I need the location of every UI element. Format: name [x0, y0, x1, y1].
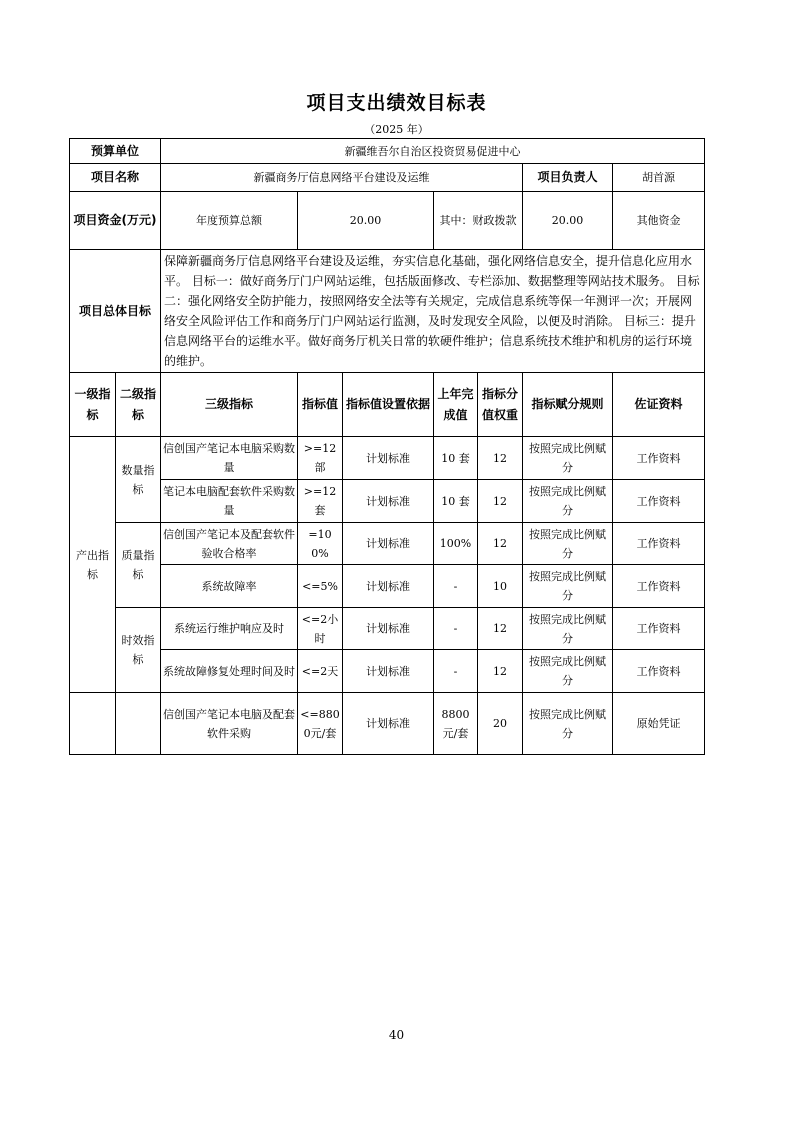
indicator-weight: 12 — [478, 608, 523, 650]
indicator-rule: 按照完成比例赋分 — [523, 693, 613, 755]
year-label: （2025 年） — [364, 123, 429, 136]
indicator-basis: 计划标准 — [343, 608, 434, 650]
col-level1-header: 一级指标 — [70, 373, 116, 437]
objective-label: 项目总体目标 — [70, 250, 161, 373]
indicator-last-year: 8800元/套 — [434, 693, 478, 755]
budget-unit-value: 新疆维吾尔自治区投资贸易促进中心 — [161, 139, 705, 164]
indicator-last-year: 100% — [434, 523, 478, 565]
fiscal-value: 20.00 — [523, 192, 613, 250]
level2-timeliness: 时效指标 — [116, 608, 161, 693]
table-row — [70, 565, 705, 608]
indicator-rule: 按照完成比例赋分 — [523, 437, 613, 480]
indicator-evidence: 工作资料 — [613, 608, 705, 650]
indicator-evidence: 工作资料 — [613, 523, 705, 565]
indicator-evidence: 工作资料 — [613, 565, 705, 608]
indicator-weight: 12 — [478, 437, 523, 480]
level1-output: 产出指标 — [70, 437, 116, 693]
indicator-value: <=2天 — [298, 650, 343, 693]
indicator-basis: 计划标准 — [343, 650, 434, 693]
indicator-evidence: 原始凭证 — [613, 693, 705, 755]
page-title: 项目支出绩效目标表 — [306, 92, 487, 114]
indicator-last-year: - — [434, 565, 478, 608]
indicator-value: <=5% — [298, 565, 343, 608]
annual-total-label: 年度预算总额 — [161, 192, 298, 250]
col-level3-header: 三级指标 — [161, 373, 298, 437]
indicator-name: 信创国产笔记本电脑及配套软件采购 — [161, 693, 298, 755]
indicator-basis: 计划标准 — [343, 523, 434, 565]
indicator-evidence: 工作资料 — [613, 650, 705, 693]
col-value-header: 指标值 — [298, 373, 343, 437]
col-last-year-header: 上年完成值 — [434, 373, 478, 437]
indicator-evidence: 工作资料 — [613, 437, 705, 480]
indicator-rule: 按照完成比例赋分 — [523, 650, 613, 693]
indicator-basis: 计划标准 — [343, 693, 434, 755]
indicator-last-year: - — [434, 650, 478, 693]
indicator-name: 笔记本电脑配套软件采购数量 — [161, 480, 298, 523]
indicator-rule: 按照完成比例赋分 — [523, 565, 613, 608]
col-weight-header: 指标分值权重 — [478, 373, 523, 437]
project-owner-label: 项目负责人 — [523, 164, 613, 192]
table-row — [70, 437, 705, 480]
indicator-name: 系统故障修复处理时间及时 — [161, 650, 298, 693]
objective-text: 保障新疆商务厅信息网络平台建设及运维，夯实信息化基础，强化网络信息安全，提升信息化应用水平。 目标一：做好商务厅门户网站运维，包括版面修改、专栏添加、数据整理等网站技术服务。 目标二：强化网络安全防护能力，按照网络安全法等有关规定，完成信息系统等保一年测评一次；开展网络安全风险评估工作和商务厅门户网站运行监测，及时发现安全风险，以便及时消除。 目标三：提升信息网络平台的运维水平。做好商务厅机关日常的软硬件维护；信息系统技术维护和机房的运行环境的维护。 — [161, 250, 705, 373]
indicator-value: <=8800元/套 — [298, 693, 343, 755]
budget-unit-label: 预算单位 — [70, 139, 161, 164]
indicator-last-year: - — [434, 608, 478, 650]
table-row — [70, 523, 705, 565]
indicator-basis: 计划标准 — [343, 480, 434, 523]
indicator-weight: 10 — [478, 565, 523, 608]
project-name-label: 项目名称 — [70, 164, 161, 192]
fiscal-label: 其中：财政拨款 — [434, 192, 523, 250]
level1-empty — [70, 693, 116, 755]
performance-table — [69, 138, 705, 755]
indicator-evidence: 工作资料 — [613, 480, 705, 523]
indicator-name: 系统运行维护响应及时 — [161, 608, 298, 650]
col-rule-header: 指标赋分规则 — [523, 373, 613, 437]
indicator-name: 信创国产笔记本及配套软件验收合格率 — [161, 523, 298, 565]
project-name-value: 新疆商务厅信息网络平台建设及运维 — [161, 164, 523, 192]
indicator-last-year: 10 套 — [434, 437, 478, 480]
annual-total-value: 20.00 — [298, 192, 434, 250]
indicator-rule: 按照完成比例赋分 — [523, 480, 613, 523]
indicator-name: 信创国产笔记本电脑采购数量 — [161, 437, 298, 480]
indicator-basis: 计划标准 — [343, 437, 434, 480]
table-row — [70, 650, 705, 693]
col-level2-header: 二级指标 — [116, 373, 161, 437]
funds-label: 项目资金(万元) — [70, 192, 161, 250]
level2-quality: 质量指标 — [116, 523, 161, 608]
indicator-value: =100% — [298, 523, 343, 565]
indicator-name: 系统故障率 — [161, 565, 298, 608]
indicator-value: >=12部 — [298, 437, 343, 480]
indicator-weight: 20 — [478, 693, 523, 755]
col-evidence-header: 佐证资料 — [613, 373, 705, 437]
indicator-last-year: 10 套 — [434, 480, 478, 523]
col-basis-header: 指标值设置依据 — [343, 373, 434, 437]
table-row — [70, 608, 705, 650]
indicator-value: <=2小时 — [298, 608, 343, 650]
level2-quantity: 数量指标 — [116, 437, 161, 523]
indicator-value: >=12套 — [298, 480, 343, 523]
table-row — [70, 480, 705, 523]
indicator-weight: 12 — [478, 480, 523, 523]
indicator-basis: 计划标准 — [343, 565, 434, 608]
project-owner-value: 胡首源 — [613, 164, 705, 192]
table-row — [70, 693, 705, 755]
indicator-rule: 按照完成比例赋分 — [523, 523, 613, 565]
indicator-rule: 按照完成比例赋分 — [523, 608, 613, 650]
indicator-weight: 12 — [478, 650, 523, 693]
other-funds-label: 其他资金 — [613, 192, 705, 250]
indicator-weight: 12 — [478, 523, 523, 565]
page-number: 40 — [388, 1028, 405, 1042]
level2-empty — [116, 693, 161, 755]
